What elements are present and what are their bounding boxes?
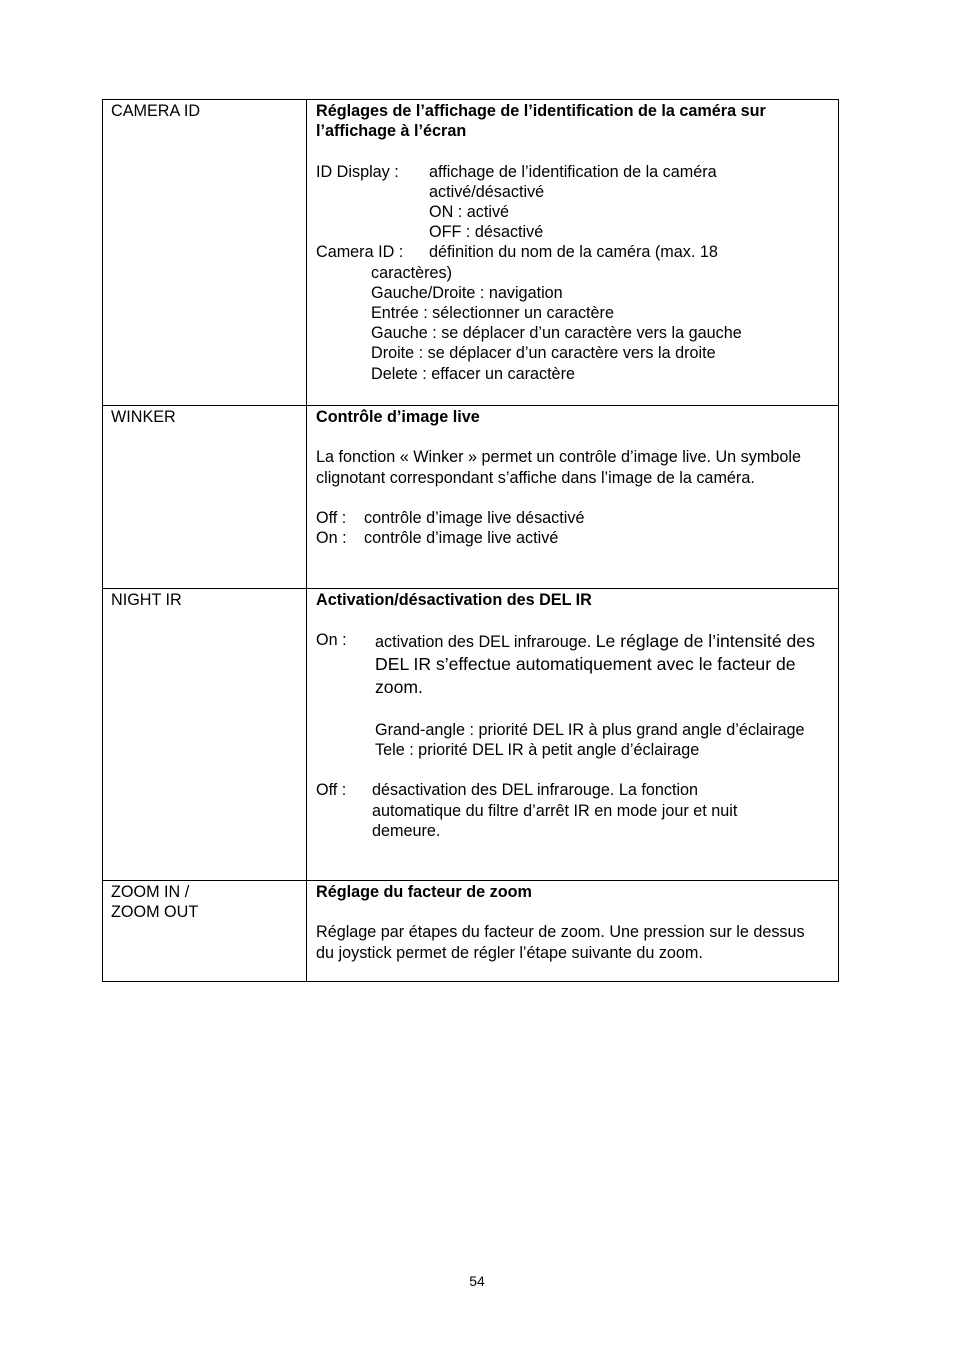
setting-title: Activation/désactivation des DEL IR bbox=[316, 591, 592, 609]
on-text-large: Le réglage de l’intensité des DEL IR s’effectue automatiquement avec le facteur de zoom. bbox=[375, 631, 815, 697]
option-text: contrôle d’image live désactivé bbox=[364, 508, 585, 527]
id-display-line: affichage de l’identification de la caméra bbox=[429, 162, 717, 181]
on-sub-line: Grand-angle : priorité DEL IR à plus grand angle d’éclairage bbox=[375, 720, 805, 739]
option-label: On : bbox=[316, 529, 347, 548]
setting-title: Réglages de l’affichage de l’identification de la caméra sur l’affichage à l’écran bbox=[316, 102, 766, 141]
settings-table bbox=[102, 99, 839, 982]
id-display-label: ID Display : bbox=[316, 162, 399, 181]
off-entry bbox=[316, 780, 830, 841]
camera-id-first-line: définition du nom de la caméra (max. 18 bbox=[429, 243, 718, 262]
camera-id-line: Gauche : se déplacer d’un caractère vers la gauche bbox=[371, 324, 742, 343]
setting-description bbox=[307, 100, 839, 406]
setting-key-label: ZOOM IN / bbox=[111, 883, 190, 901]
on-entry bbox=[316, 630, 830, 760]
setting-title: Réglage du facteur de zoom bbox=[316, 883, 532, 901]
camera-id-line: Delete : effacer un caractère bbox=[371, 364, 575, 383]
setting-key bbox=[103, 100, 307, 406]
setting-key-label: WINKER bbox=[111, 408, 176, 426]
option-text: contrôle d’image live activé bbox=[364, 529, 559, 548]
setting-description bbox=[307, 406, 839, 589]
setting-description bbox=[307, 589, 839, 881]
setting-paragraph: La fonction « Winker » permet un contrôle d’image live. Un symbole clignotant correspondant s’affiche dans l’image de la caméra. bbox=[316, 448, 801, 487]
id-display-line: OFF : désactivé bbox=[429, 223, 544, 242]
off-text: désactivation des DEL infrarouge. La fonction automatique du filtre d’arrêt IR en mode jour et nuit demeure. bbox=[372, 781, 738, 840]
option-label: Off : bbox=[316, 508, 347, 527]
option-entry bbox=[316, 528, 830, 548]
off-label: Off : bbox=[316, 781, 347, 800]
table-row bbox=[103, 406, 839, 589]
setting-key-label: NIGHT IR bbox=[111, 591, 182, 609]
camera-id-line: Entrée : sélectionner un caractère bbox=[371, 304, 614, 323]
setting-key bbox=[103, 881, 307, 982]
table-row bbox=[103, 100, 839, 406]
setting-key bbox=[103, 406, 307, 589]
id-display-entry bbox=[316, 162, 830, 243]
id-display-line: activé/désactivé bbox=[429, 182, 545, 201]
table-row bbox=[103, 881, 839, 982]
camera-id-details bbox=[316, 263, 830, 384]
camera-id-line: Droite : se déplacer d’un caractère vers la droite bbox=[371, 344, 716, 363]
setting-key-label: ZOOM OUT bbox=[111, 903, 199, 922]
on-label: On : bbox=[316, 631, 347, 650]
page-number: 54 bbox=[469, 1273, 485, 1289]
camera-id-entry bbox=[316, 242, 830, 262]
id-display-line: ON : activé bbox=[429, 203, 510, 221]
setting-description bbox=[307, 881, 839, 982]
camera-id-line: Gauche/Droite : navigation bbox=[371, 283, 563, 302]
camera-id-line: caractères) bbox=[371, 263, 452, 282]
setting-title: Contrôle d’image live bbox=[316, 408, 480, 426]
setting-key-label: CAMERA ID bbox=[111, 102, 201, 120]
camera-id-label: Camera ID : bbox=[316, 243, 404, 262]
on-text bbox=[375, 631, 815, 696]
on-text-small: activation des DEL infrarouge. bbox=[375, 633, 596, 652]
on-sub-line: Tele : priorité DEL IR à petit angle d’éclairage bbox=[375, 741, 700, 759]
setting-paragraph: Réglage par étapes du facteur de zoom. Une pression sur le dessus du joystick permet de régler l’étape suivante du zoom. bbox=[316, 923, 805, 962]
option-entry bbox=[316, 508, 830, 528]
setting-key bbox=[103, 589, 307, 881]
table-row bbox=[103, 589, 839, 881]
